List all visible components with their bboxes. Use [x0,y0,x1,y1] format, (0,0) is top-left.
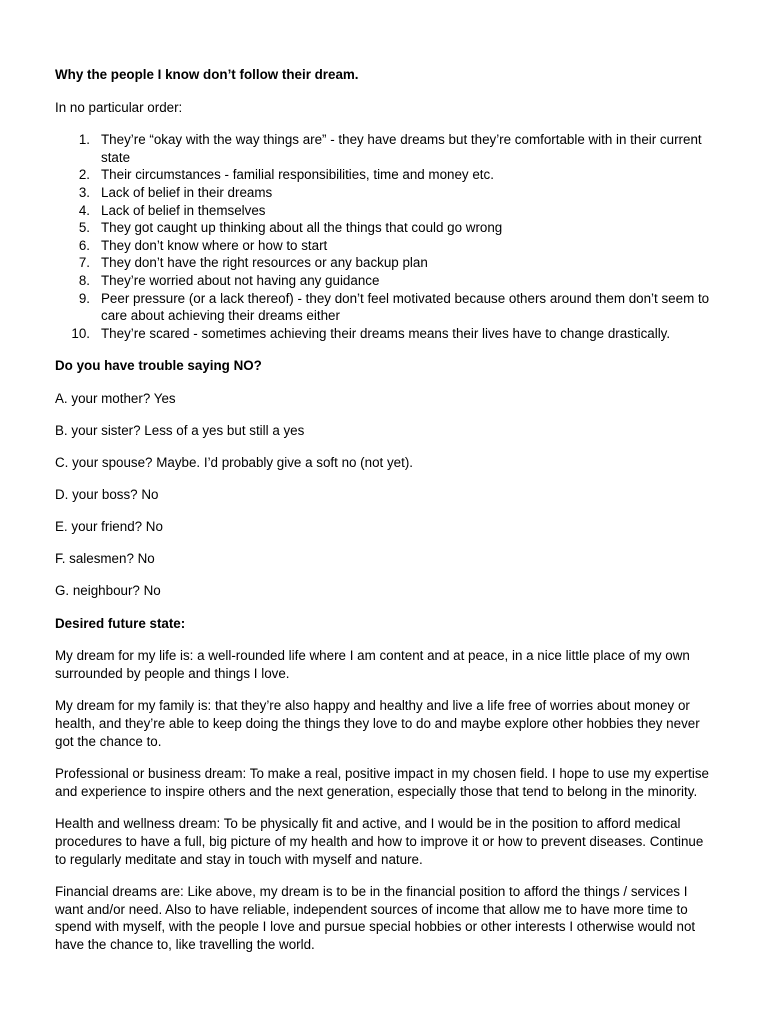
list-item [55,237,715,255]
list-number: 3. [78,184,90,200]
list-item [55,166,715,184]
answer-line: A. your mother? Yes [55,390,176,406]
list-item [55,202,715,220]
list-item [55,325,715,343]
list-item [55,219,715,237]
dream-professional-paragraph: Professional or business dream: To make a real, positive impact in my chosen field. I hope to use my expertise and experience to inspire others and the next generation, especially those that tend to belong in the minority. [55,766,709,799]
dream-life-paragraph: My dream for my life is: a well-rounded life where I am content and at peace, in a nice little place of my own surrounded by people and things I love. [55,648,690,681]
section-heading-trouble-saying-no: Do you have trouble saying NO? [55,358,262,374]
list-number: 7. [78,255,90,271]
answer-line: G. neighbour? No [55,583,161,599]
list-item-text: They got caught up thinking about all the things that could go wrong [101,220,503,236]
list-number: 8. [78,272,90,288]
dream-health-paragraph: Health and wellness dream: To be physically fit and active, and I would be in the position to afford medical procedures to have a full, big picture of my health and how to improve it or how to prevent diseases. Continue to regularly meditate and stay in touch with myself and nature. [55,816,704,867]
list-number: 6. [78,237,90,253]
list-number: 5. [78,220,90,236]
dream-financial-paragraph: Financial dreams are: Like above, my dream is to be in the financial position to afford the things / services I want and/or need. Also to have reliable, independent sources of income that allow me to have more time to spend with myself, with the people I love and pursue special hobbies or other interests I otherwise would not have the chance to, like travelling the world. [55,884,696,952]
intro-text: In no particular order: [55,99,183,115]
answer-line: E. your friend? No [55,519,163,535]
section-heading-why-not-follow-dream: Why the people I know don’t follow their dream. [55,67,359,82]
list-number: 1. [78,132,90,148]
list-item-text: They’re scared - sometimes achieving their dreams means their lives have to change drastically. [101,325,671,341]
list-item [55,184,715,202]
list-item-text: They’re “okay with the way things are” - they have dreams but they’re comfortable with in their current state [101,132,702,165]
list-item-text: They don’t know where or how to start [101,237,328,253]
document-page [55,66,715,968]
reasons-list [55,131,715,342]
answer-line: D. your boss? No [55,487,159,503]
list-item [55,290,715,325]
answer-line: C. your spouse? Maybe. I’d probably give a soft no (not yet). [55,455,414,471]
list-item-text: Lack of belief in themselves [101,202,266,218]
section-heading-desired-future-state: Desired future state: [55,615,186,631]
list-number: 9. [78,290,90,306]
dream-family-paragraph: My dream for my family is: that they’re also happy and healthy and live a life free of worries about money or health, and they’re able to keep doing the things they love to do and maybe explore other hobbies they never got the chance to. [55,698,700,749]
list-item-text: Their circumstances - familial responsibilities, time and money etc. [101,167,494,183]
list-item-text: They don’t have the right resources or any backup plan [101,255,428,271]
list-number: 2. [78,167,90,183]
answer-line: F. salesmen? No [55,551,155,567]
list-item-text: Lack of belief in their dreams [101,184,273,200]
list-number: 4. [78,202,90,218]
list-item-text: Peer pressure (or a lack thereof) - they don’t feel motivated because others around them don’t seem to care about achieving their dreams either [101,290,710,324]
list-item-text: They’re worried about not having any guidance [101,272,380,288]
list-number: 10. [71,325,90,341]
list-item [55,131,715,166]
answer-line: B. your sister? Less of a yes but still a yes [55,423,305,438]
list-item [55,272,715,290]
list-item [55,254,715,272]
